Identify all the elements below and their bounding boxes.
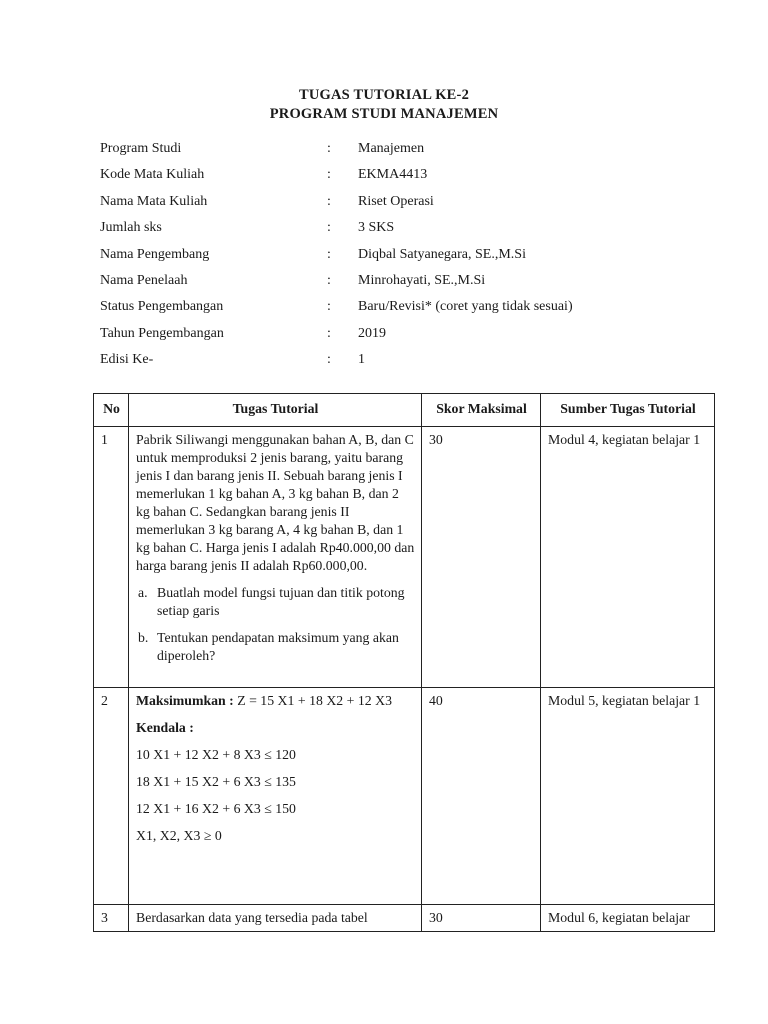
info-colon: : — [327, 325, 331, 341]
cell-source: Modul 4, kegiatan belajar 1 — [541, 427, 715, 688]
info-label: Nama Penelaah — [100, 272, 188, 288]
item-text: Tentukan pendapatan maksimum yang akan diperoleh? — [157, 630, 399, 663]
cell-source: Modul 5, kegiatan belajar 1 — [541, 688, 715, 905]
info-colon: : — [327, 141, 331, 156]
objective-expression: Z = 15 X1 + 18 X2 + 12 X3 — [233, 693, 392, 708]
header-sumber-tugas: Sumber Tugas Tutorial — [541, 394, 715, 427]
constraint-nonnegativity: X1, X2, X3 ≥ 0 — [136, 828, 222, 843]
constraint-2: 18 X1 + 15 X2 + 6 X3 ≤ 135 — [136, 774, 296, 789]
info-colon: : — [327, 299, 331, 315]
info-label: Program Studi — [100, 141, 182, 156]
constraint-3: 12 X1 + 16 X2 + 6 X3 ≤ 150 — [136, 801, 296, 816]
objective-label: Maksimumkan : — [136, 693, 234, 708]
info-value: Baru/Revisi* (coret yang tidak sesuai) — [358, 299, 573, 315]
item-marker: a. — [138, 585, 148, 600]
task-item-a — [136, 584, 415, 620]
info-value: 3 SKS — [358, 220, 395, 236]
header-no: No — [94, 394, 129, 427]
document-title: TUGAS TUTORIAL KE-2 — [298, 87, 470, 103]
table-row — [94, 905, 715, 932]
objective-function — [136, 692, 415, 710]
cell-task: Berdasarkan data yang tersedia pada tabel — [129, 905, 422, 932]
task-item-b — [136, 629, 415, 665]
info-value: Manajemen — [358, 141, 425, 156]
task-description: Pabrik Siliwangi menggunakan bahan A, B, dan C untuk memproduksi 2 jenis barang, yaitu barang jenis I dan barang jenis II. Sebuah barang jenis I memerlukan 1 kg bahan A, 3 kg bahan B, dan 2 kg bahan C. Sedangkan barang jenis II memerlukan 3 kg barang A, 4 kg bahan B, dan 1 kg bahan C. Harga jenis I adalah Rp40.000,00 dan harga barang jenis II adalah Rp60.000,00. — [136, 432, 415, 573]
cell-task — [129, 688, 422, 905]
info-value: 1 — [358, 352, 365, 368]
cell-task — [129, 427, 422, 688]
item-marker: b. — [138, 630, 149, 645]
info-value: Riset Operasi — [358, 193, 434, 209]
cell-source: Modul 6, kegiatan belajar — [541, 905, 715, 932]
info-label: Tahun Pengembangan — [100, 325, 224, 341]
info-colon: : — [327, 193, 331, 209]
header-tugas-tutorial: Tugas Tutorial — [129, 394, 422, 427]
cell-score: 30 — [422, 427, 541, 688]
info-label: Status Pengembangan — [100, 299, 224, 315]
item-text: Buatlah model fungsi tujuan dan titik potong setiap garis — [157, 585, 405, 618]
cell-score: 40 — [422, 688, 541, 905]
document-subtitle: PROGRAM STUDI MANAJEMEN — [269, 106, 499, 122]
info-label: Jumlah sks — [100, 220, 162, 236]
info-value: Diqbal Satyanegara, SE.,M.Si — [358, 246, 526, 262]
info-colon: : — [327, 272, 331, 288]
constraint-1: 10 X1 + 12 X2 + 8 X3 ≤ 120 — [136, 747, 296, 762]
info-label: Nama Pengembang — [100, 246, 210, 262]
info-label: Kode Mata Kuliah — [100, 167, 205, 183]
tasks-table — [93, 393, 715, 932]
info-colon: : — [327, 352, 331, 368]
info-colon: : — [327, 167, 331, 183]
info-value: 2019 — [358, 325, 386, 341]
info-colon: : — [327, 246, 331, 262]
cell-no: 3 — [94, 905, 129, 932]
header-skor-maksimal: Skor Maksimal — [422, 394, 541, 427]
info-label: Nama Mata Kuliah — [100, 193, 208, 209]
table-row — [94, 427, 715, 688]
info-label: Edisi Ke- — [100, 352, 154, 368]
info-value: EKMA4413 — [358, 167, 428, 183]
cell-no: 2 — [94, 688, 129, 905]
info-value: Minrohayati, SE.,M.Si — [358, 272, 486, 288]
constraints-label: Kendala : — [136, 720, 194, 735]
info-colon: : — [327, 220, 331, 236]
cell-score: 30 — [422, 905, 541, 932]
cell-no: 1 — [94, 427, 129, 688]
table-row — [94, 688, 715, 905]
table-header-row — [94, 394, 715, 427]
